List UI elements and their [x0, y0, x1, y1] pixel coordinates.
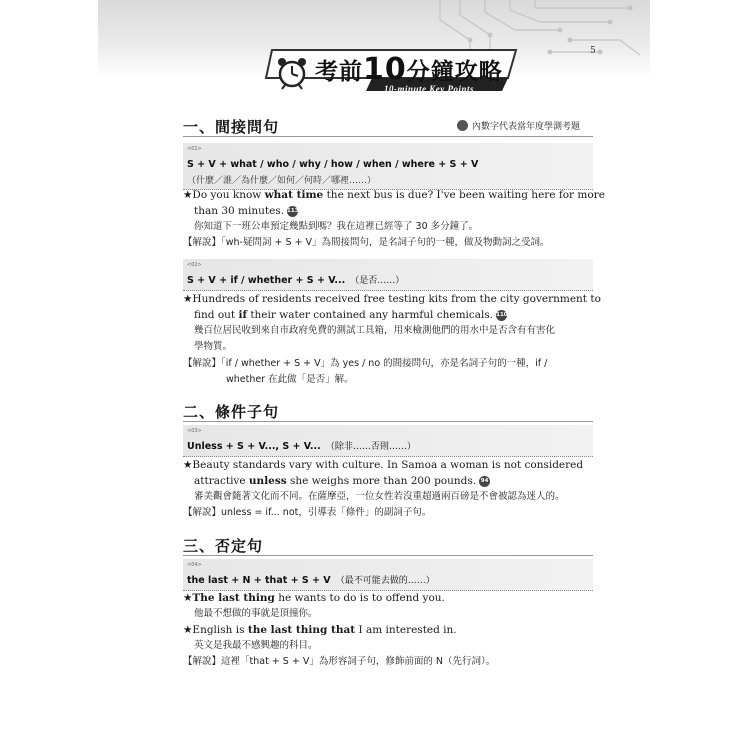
pattern-meaning: （除非……否則……） [325, 442, 416, 452]
banner-subtitle: 10-minute Key Points [384, 84, 475, 94]
translation-cont: 學物質。 [194, 341, 233, 352]
pattern-box-02 [183, 259, 593, 291]
example-sentence-cont: find out if their water contained any harmful chemicals. 110 [194, 309, 508, 321]
pattern-formula: S + V + if / whether + S + V... [187, 275, 346, 286]
legend [457, 119, 580, 132]
pattern-box-04 [183, 559, 593, 591]
pattern-number: <03> [187, 428, 202, 434]
section-title-negative-sentence: 三、否定句 [183, 537, 264, 555]
page-number: 5 [590, 46, 596, 56]
pattern-number: <04> [187, 562, 202, 568]
page [98, 0, 650, 750]
legend-dot-icon [457, 120, 468, 131]
translation: 你知道下一班公車預定幾點到嗎？我在這裡已經等了 30 多分鐘了。 [194, 221, 479, 232]
pattern-number: <01> [187, 146, 202, 152]
translation: 審美觀會隨著文化而不同。在薩摩亞，一位女性若沒重超過兩百磅是不會被認為迷人的。 [194, 491, 565, 502]
pattern-formula: S + V + what / who / why / how / when / where + S + V [187, 159, 479, 170]
example-sentence: ★Hundreds of residents received free testing kits from the city government to [183, 293, 601, 305]
divider [183, 136, 593, 137]
explanation: 【解說】unless = if... not，引導表「條件」的副詞子句。 [183, 507, 432, 518]
legend-text: 內數字代表當年度學測考題 [472, 122, 581, 132]
explanation: 【解說】「wh-疑問詞 + S + V」為間接問句，是名詞子句的一種，做及物動詞之受詞。 [183, 237, 550, 248]
example-sentence-cont: than 30 minutes. 113 [194, 205, 299, 217]
translation: 他最不想做的事就是頂撞你。 [194, 608, 318, 619]
example-sentence: ★English is the last thing that I am interested in. [183, 624, 457, 636]
exam-year-badge: 110 [496, 310, 507, 321]
pattern-meaning: （什麼／誰／為什麼／如何／何時／哪裡……） [187, 176, 377, 186]
pattern-meaning: （是否……） [350, 276, 405, 286]
pattern-number: <02> [187, 262, 202, 268]
pattern-box-03 [183, 425, 593, 457]
section-title-conditional-clause: 二、條件子句 [183, 403, 280, 421]
example-sentence-cont: attractive unless she weighs more than 200 pounds. 94 [194, 475, 489, 487]
pattern-formula: Unless + S + V..., S + V... [187, 441, 321, 452]
divider [183, 421, 593, 422]
section-title-indirect-question: 一、間接問句 [183, 118, 280, 136]
alarm-clock-icon [274, 54, 310, 90]
exam-year-badge: 94 [479, 476, 490, 487]
example-sentence: ★The last thing he wants to do is to offend you. [183, 592, 445, 604]
banner-title: 考前10分鐘攻略 [315, 52, 503, 87]
explanation: 【解說】這裡「that + S + V」為形容詞子句，修飾前面的 N（先行詞）。 [183, 656, 496, 667]
divider [183, 555, 593, 556]
example-sentence: ★Do you know what time the next bus is due? I've been waiting here for more [183, 189, 605, 201]
pattern-box-01 [183, 143, 593, 190]
explanation-cont: whether 在此做「是否」解。 [226, 374, 354, 385]
exam-year-badge: 113 [287, 206, 298, 217]
pattern-formula: the last + N + that + S + V [187, 575, 331, 586]
translation: 幾百位居民收到來自市政府免費的測試工具箱，用來檢測他們的用水中是否含有有害化 [194, 325, 556, 336]
translation: 英文是我最不感興趣的科目。 [194, 640, 318, 651]
example-sentence: ★Beauty standards vary with culture. In Samoa a woman is not considered [183, 459, 584, 471]
explanation: 【解說】「if / whether + S + V」為 yes / no 的間接問句，亦是名詞子句的一種，if / [183, 358, 548, 369]
pattern-meaning: （最不可能去做的……） [335, 576, 435, 586]
